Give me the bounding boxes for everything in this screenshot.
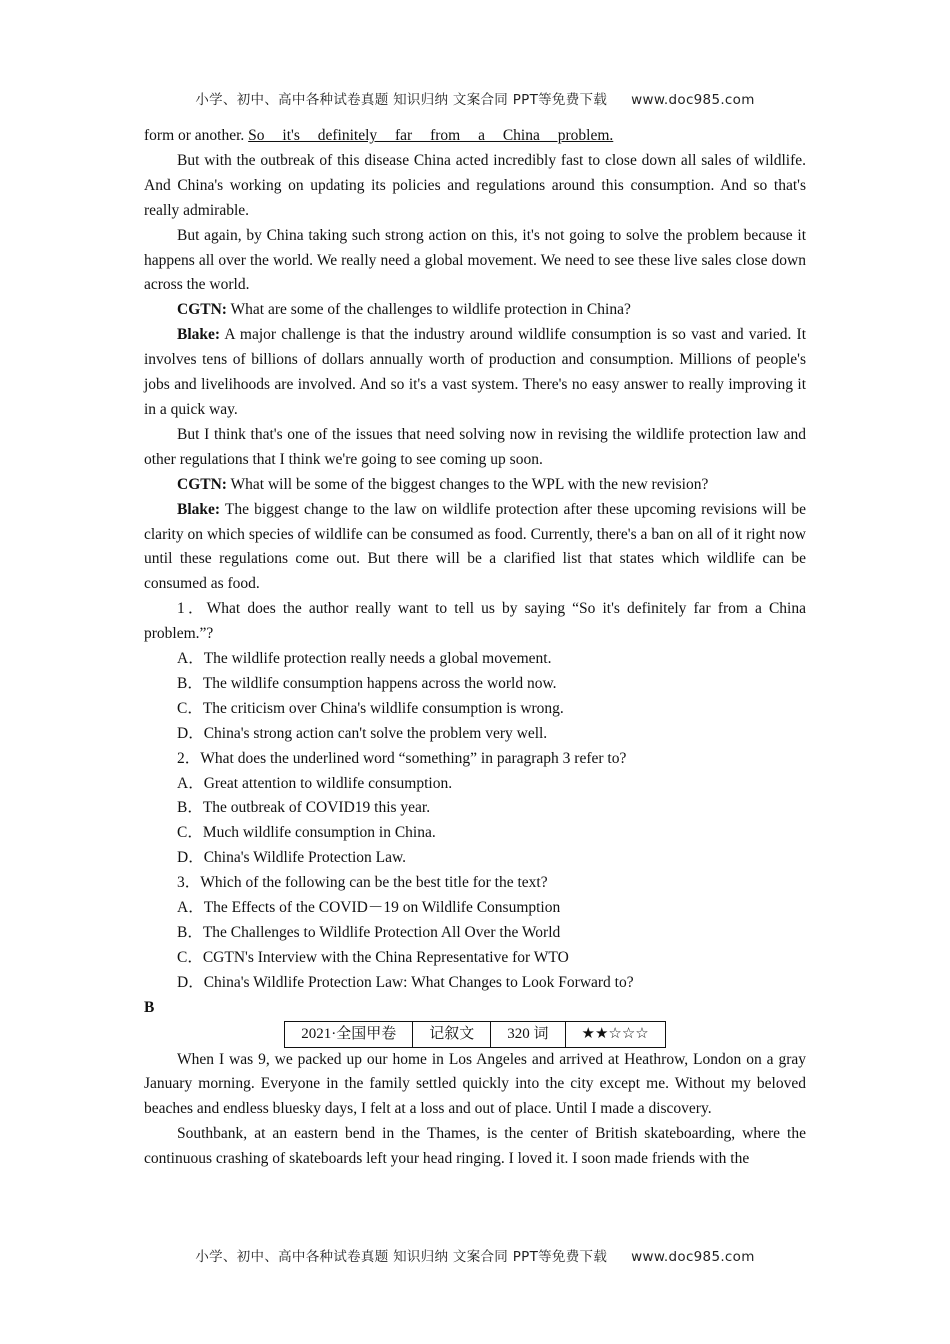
page-header [0,88,950,108]
answer-option: B．The outbreak of COVID19 this year. [177,799,431,817]
answer-option: B．The wildlife consumption happens across the world now. [177,674,557,692]
underlined-sentence: So it's definitely far from a China problem. [248,127,614,144]
question-stem: 1．What does the author really want to tell us by saying “So it's definitely far from a China problem.”? [144,600,806,643]
answer-option: A．The Effects of the COVID－19 on Wildlife Consumption [177,899,561,917]
interview-question: CGTN: What will be some of the biggest changes to the WPL with the new revision? [177,475,709,493]
answer-option: C．The criticism over China's wildlife consumption is wrong. [177,699,564,717]
answer-option: B．The Challenges to Wildlife Protection All Over the World [177,924,561,941]
section-heading: B [144,998,155,1016]
interview-answer: Blake: The biggest change to the law on wildlife protection after these upcoming revisions will be clarity on which species of wildlife can be consumed as food. Currently, there's a ban on all of it right now until these regulations come out. But there will be a clarified list that states which wildlife can be consumed as food. [144,500,806,593]
footer-text: 小学、初中、高中各种试卷真题 知识归纳 文案合同 PPT等免费下载 [195,1249,608,1265]
paragraph: But again, by China taking such strong action on this, it's not going to solve the problem because it happens all over the world. We really need a global movement. We need to see these live sales close down across the world. [144,226,806,294]
answer-option: C．CGTN's Interview with the China Representative for WTO [177,948,569,966]
speaker-label: Blake: [177,326,221,344]
answer-option: A．Great attention to wildlife consumption. [177,774,453,792]
interview-answer: Blake: A major challenge is that the industry around wildlife consumption is so vast and varied. It involves tens of billions of dollars annually worth of production and consumption. Millions of people's jobs and livelihoods are involved. And so it's a vast system. There's no easy answer to really improving it in a quick way. [144,326,806,418]
info-difficulty-stars: ★★☆☆☆ [565,1021,665,1047]
paragraph: When I was 9, we packed up our home in Los Angeles and arrived at Heathrow, London on a gray January morning. Everyone in the family settled quickly into the city except me. Without my beloved beaches and endless bluesky days, I felt at a loss and out of place. Until I made a discovery. [144,1050,806,1118]
answer-option: D．China's Wildlife Protection Law. [177,849,407,867]
question-stem: 3．Which of the following can be the best title for the text? [177,874,548,892]
passage-info-table [284,1021,666,1048]
header-site-link[interactable]: www.doc985.com [631,92,755,108]
interview-question: CGTN: What are some of the challenges to wildlife protection in China? [177,301,631,319]
answer-option: D．China's Wildlife Protection Law: What Changes to Look Forward to? [177,973,634,991]
info-genre: 记叙文 [413,1021,491,1047]
page-footer [0,1245,950,1265]
answer-option: D．China's strong action can't solve the problem very well. [177,724,548,742]
continued-paragraph: form or another. So it's definitely far from a China problem. [144,127,614,144]
speaker-label: Blake: [177,500,221,518]
paragraph: But I think that's one of the issues that need solving now in revising the wildlife protection law and other regulations that I think we're going to see coming up soon. [144,425,806,468]
body-text [144,124,806,1172]
answer-option: C．Much wildlife consumption in China. [177,824,436,842]
info-source: 2021·全国甲卷 [285,1021,413,1047]
header-text: 小学、初中、高中各种试卷真题 知识归纳 文案合同 PPT等免费下载 [195,92,608,108]
answer-option: A．The wildlife protection really needs a global movement. [177,650,552,668]
speaker-label: CGTN: [177,301,227,319]
footer-site-link[interactable]: www.doc985.com [631,1249,755,1265]
paragraph: But with the outbreak of this disease China acted incredibly fast to close down all sales of wildlife. And China's working on updating its policies and regulations around this consumption. And so that's really admirable. [144,151,806,219]
speaker-label: CGTN: [177,475,227,493]
question-stem: 2．What does the underlined word “something” in paragraph 3 refer to? [177,749,627,767]
paragraph: Southbank, at an eastern bend in the Thames, is the center of British skateboarding, where the continuous crashing of skateboards left your head ringing. I loved it. I soon made friends with the [144,1125,806,1168]
info-word-count: 320 词 [491,1021,565,1047]
